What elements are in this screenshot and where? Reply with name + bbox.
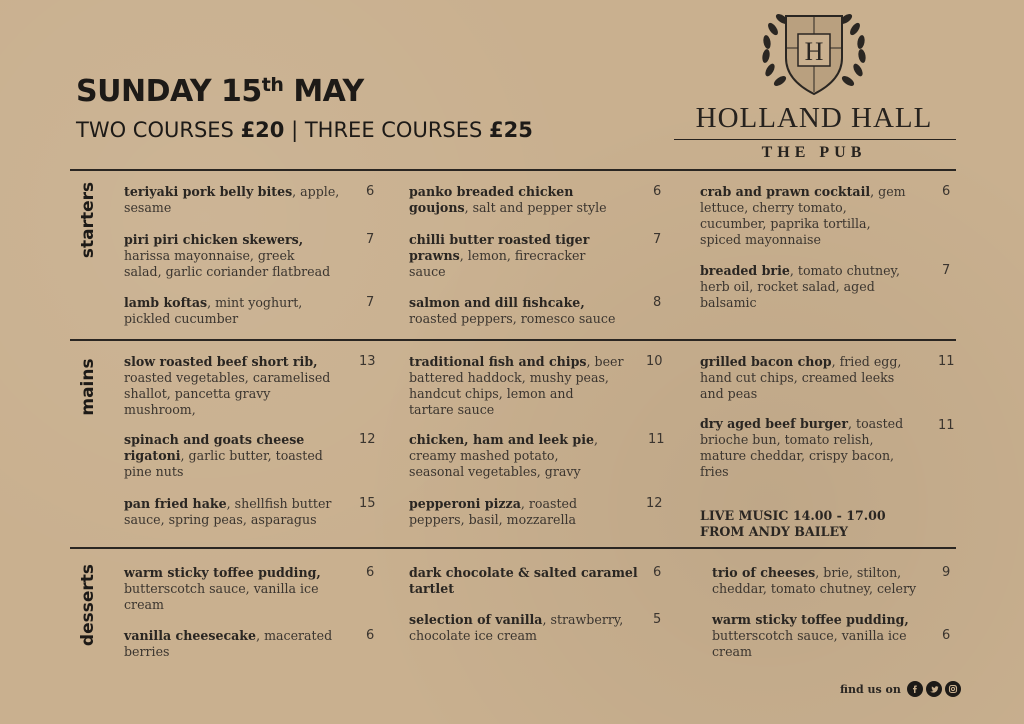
menu-item: grilled bacon chop, fried egg, hand cut chips, creamed leeks and peas [700, 354, 902, 401]
item-price: 15 [359, 496, 376, 511]
menu-item: chicken, ham and leek pie, creamy mashed potato, seasonal vegetables, gravy [409, 432, 599, 479]
section-title-desserts: desserts [78, 563, 98, 647]
item-price: 5 [653, 612, 662, 627]
facebook-icon[interactable] [907, 681, 923, 697]
menu-item: vanilla cheesecake, macerated berries [124, 628, 333, 659]
menu-item: slow roasted beef short rib, roasted vegetables, caramelised shallot, pancetta gravy mushroom, [124, 354, 331, 417]
divider-desserts [70, 547, 956, 549]
menu-item: selection of vanilla, strawberry, chocolate ice cream [409, 612, 624, 643]
item-price: 8 [653, 295, 662, 310]
twitter-icon[interactable] [926, 681, 942, 697]
instagram-icon[interactable] [945, 681, 961, 697]
find-us-label: find us on [840, 682, 901, 696]
menu-item: panko breaded chicken goujons, salt and pepper style [409, 184, 607, 215]
item-price: 7 [653, 232, 662, 247]
logo-divider [674, 139, 956, 140]
svg-text:H: H [804, 37, 824, 66]
holland-hall-logo [670, 6, 958, 162]
menu-item: chilli butter roasted tiger prawns, lemon, firecracker sauce [409, 232, 590, 279]
section-title-starters: starters [78, 181, 98, 259]
pub-subtitle: THE PUB [761, 144, 867, 161]
menu-item: breaded brie, tomato chutney, herb oil, rocket salad, aged balsamic [700, 263, 900, 310]
item-price: 11 [648, 432, 665, 447]
menu-item: spinach and goats cheese rigatoni, garlic butter, toasted pine nuts [124, 432, 323, 479]
pub-name: HOLLAND HALL [695, 102, 933, 134]
menu-item: teriyaki pork belly bites, apple, sesame [124, 184, 340, 215]
item-price: 7 [366, 295, 375, 310]
menu-item: trio of cheeses, brie, stilton, cheddar, tomato chutney, celery [712, 565, 917, 596]
menu-item: piri piri chicken skewers, harissa mayonnaise, greek salad, garlic coriander flatbread [124, 232, 331, 279]
course-prices: TWO COURSES £20 | THREE COURSES £25 [76, 118, 533, 142]
item-price: 6 [942, 628, 951, 643]
item-price: 12 [646, 496, 663, 511]
item-price: 6 [366, 565, 375, 580]
item-price: 9 [942, 565, 951, 580]
menu-item: pepperoni pizza, roasted peppers, basil, mozzarella [409, 496, 578, 527]
item-price: 12 [359, 432, 376, 447]
live-music-notice: LIVE MUSIC 14.00 - 17.00 FROM ANDY BAILEY [700, 508, 886, 539]
item-price: 6 [366, 628, 375, 643]
item-price: 7 [942, 263, 951, 278]
divider-top [70, 169, 956, 171]
menu-date: SUNDAY 15th MAY [76, 74, 364, 109]
item-price: 11 [938, 354, 955, 369]
menu-item: warm sticky toffee pudding, butterscotch sauce, vanilla ice cream [124, 565, 321, 612]
menu-item: dark chocolate & salted caramel tartlet [409, 565, 638, 596]
item-price: 11 [938, 418, 955, 433]
item-price: 6 [653, 565, 662, 580]
divider-mains [70, 339, 956, 341]
menu-item: lamb koftas, mint yoghurt, pickled cucumber [124, 295, 303, 326]
crest-icon [752, 8, 876, 98]
menu-item: traditional fish and chips, beer battered haddock, mushy peas, handcut chips, lemon and tartare sauce [409, 354, 624, 417]
item-price: 6 [653, 184, 662, 199]
item-price: 7 [366, 232, 375, 247]
menu-item: salmon and dill fishcake, roasted peppers, romesco sauce [409, 295, 616, 326]
menu-item: dry aged beef burger, toasted brioche bun, tomato relish, mature cheddar, crispy bacon, fries [700, 416, 904, 479]
menu-item: warm sticky toffee pudding, butterscotch sauce, vanilla ice cream [712, 612, 909, 659]
item-price: 6 [366, 184, 375, 199]
social-links [840, 681, 961, 697]
item-price: 13 [359, 354, 376, 369]
menu-item: crab and prawn cocktail, gem lettuce, cherry tomato, cucumber, paprika tortilla, spiced mayonnaise [700, 184, 906, 247]
menu-item: pan fried hake, shellfish butter sauce, spring peas, asparagus [124, 496, 332, 527]
section-title-mains: mains [78, 358, 98, 416]
item-price: 10 [646, 354, 663, 369]
item-price: 6 [942, 184, 951, 199]
